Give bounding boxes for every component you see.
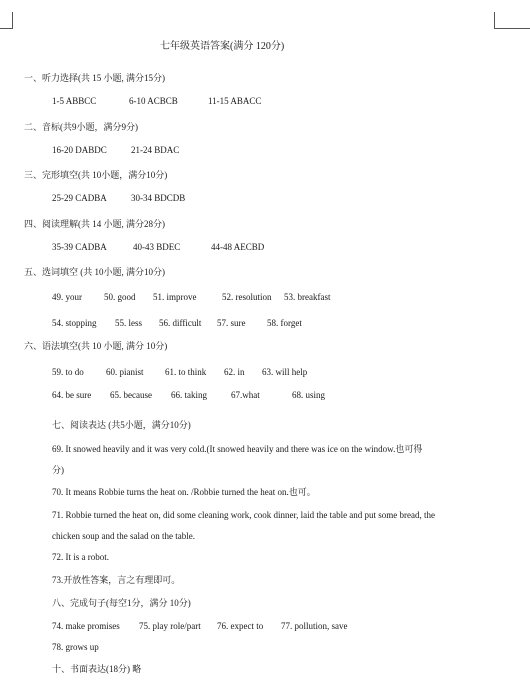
answer-item: 50. good <box>104 292 136 302</box>
answer-item: 16-20 DABDC <box>52 145 107 155</box>
crop-mark-top-left-v <box>12 12 13 29</box>
answer-text: 71. Robbie turned the heat on, did some cleaning work, cook dinner, laid the table and put some bread, the <box>52 510 436 520</box>
answer-text: 73.开放性答案，言之有理即可。 <box>52 575 181 585</box>
answer-item: 78. grows up <box>52 642 99 652</box>
answer-item: 66. taking <box>171 390 207 400</box>
answer-text: 72. It is a robot. <box>52 552 109 562</box>
answer-item: 35-39 CADBA <box>52 242 107 252</box>
answer-item: 55. less <box>115 318 142 328</box>
crop-mark-top-right-h <box>494 28 530 29</box>
answer-item: 58. forget <box>267 318 302 328</box>
answer-item: 11-15 ABACC <box>208 96 262 106</box>
section-heading: 二、音标(共9小题，满分9分) <box>24 122 138 132</box>
section-heading: 十、书面表达(18分) 略 <box>52 664 142 674</box>
crop-mark-top-right-v <box>494 12 495 29</box>
crop-mark-top-left-h <box>0 28 12 29</box>
answer-item: 49. your <box>52 292 82 302</box>
answer-item: 21-24 BDAC <box>131 145 180 155</box>
answer-item: 40-43 BDEC <box>133 242 181 252</box>
section-heading: 一、听力选择(共 15 小题, 满分15分) <box>24 73 165 83</box>
answer-item: 77. pollution, save <box>281 621 348 631</box>
answer-item: 76. expect to <box>217 621 264 631</box>
answer-item: 53. breakfast <box>284 292 331 302</box>
page-title: 七年级英语答案(满分 120分) <box>160 41 285 52</box>
section-heading: 六、语法填空(共 10 小题, 满分 10分) <box>24 341 168 351</box>
answer-item: 51. improve <box>153 292 197 302</box>
section-heading: 四、阅读理解(共 14 小题, 满分28分) <box>24 219 165 229</box>
answer-item: 67.what <box>231 390 260 400</box>
answer-item: 56. difficult <box>159 318 202 328</box>
section-heading: 五、选词填空 (共 10小题, 满分10分) <box>24 267 165 277</box>
answer-item: 64. be sure <box>52 390 92 400</box>
answer-item: 54. stopping <box>52 318 97 328</box>
answer-text: 69. It snowed heavily and it was very cold.(It snowed heavily and there was ice on the window.也可得 <box>52 444 423 454</box>
answer-item: 74. make promises <box>52 621 120 631</box>
answer-item: 1-5 ABBCC <box>52 96 97 106</box>
answer-item: 65. because <box>110 390 152 400</box>
answer-text: chicken soup and the salad on the table. <box>52 531 195 541</box>
answer-item: 62. in <box>224 367 245 377</box>
answer-item: 59. to do <box>52 367 84 377</box>
answer-item: 25-29 CADBA <box>52 193 107 203</box>
answer-item: 68. using <box>292 390 326 400</box>
answer-item: 30-34 BDCDB <box>131 193 186 203</box>
section-heading: 七、阅读表达 (共5小题，满分10分) <box>52 420 191 430</box>
answer-text: 分) <box>52 465 64 475</box>
answer-item: 61. to think <box>165 367 207 377</box>
answer-item: 75. play role/part <box>139 621 201 631</box>
answer-item: 60. pianist <box>106 367 144 377</box>
answer-item: 52. resolution <box>222 292 272 302</box>
section-heading: 八、完成句子(每空1分，满分 10分) <box>52 598 191 608</box>
answer-item: 63. will help <box>262 367 308 377</box>
answer-item: 6-10 ACBCB <box>129 96 178 106</box>
answer-item: 57. sure <box>217 318 246 328</box>
section-heading: 三、完形填空(共 10小题，满分10分) <box>24 170 168 180</box>
answer-item: 44-48 AECBD <box>211 242 265 252</box>
answer-text: 70. It means Robbie turns the heat on. /Robbie turned the heat on.也可。 <box>52 487 316 497</box>
